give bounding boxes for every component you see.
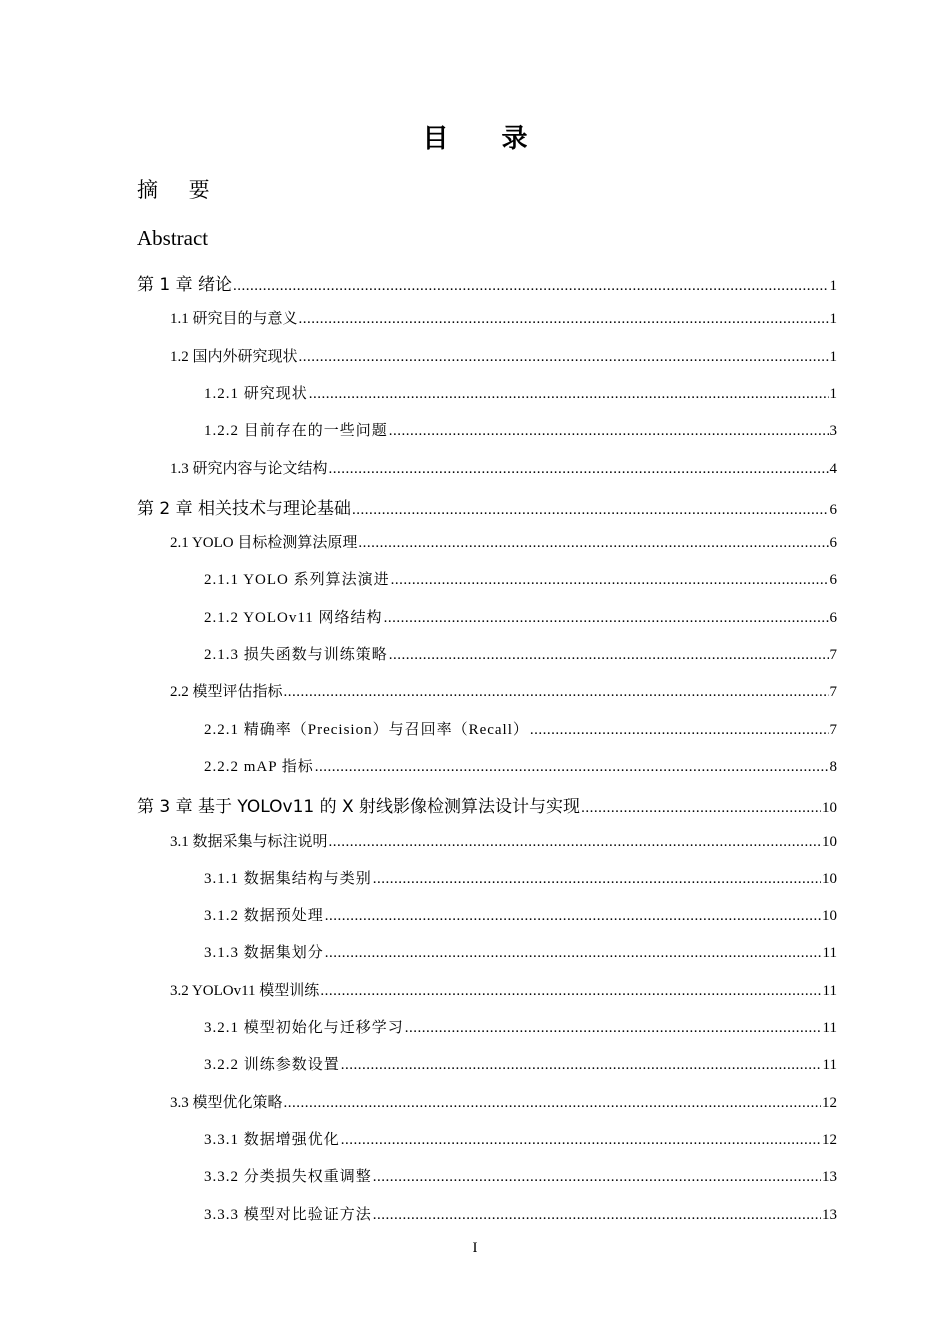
toc-dot-leader <box>284 684 829 701</box>
toc-entry-page: 12 <box>822 1095 837 1111</box>
toc-entry-title: 3.1.3 数据集划分 <box>204 945 324 961</box>
toc-entry-title: 1.2.2 目前存在的一些问题 <box>204 423 388 439</box>
toc-entry-title: 3.3 模型优化策略 <box>170 1095 283 1111</box>
toc-dot-leader <box>329 461 829 478</box>
toc-entry-title: 3.3.2 分类损失权重调整 <box>204 1169 372 1185</box>
toc-dot-leader <box>299 311 829 328</box>
toc-entry-title: 2.1.3 损失函数与训练策略 <box>204 647 388 663</box>
toc-entry-title: 1.1 研究目的与意义 <box>170 311 298 327</box>
toc-entry-page: 4 <box>829 461 837 477</box>
toc-entry-page: 1 <box>829 349 837 365</box>
toc-dot-leader <box>309 386 829 403</box>
toc-entry-level-2[interactable] <box>170 680 837 701</box>
toc-entry-level-3[interactable] <box>204 1203 837 1224</box>
toc-entry-title: 2.2 模型评估指标 <box>170 684 283 700</box>
toc-entry-page: 10 <box>822 834 837 850</box>
toc-entry-title: 第 2 章 相关技术与理论基础 <box>137 499 352 519</box>
toc-entry-page: 13 <box>822 1169 837 1185</box>
toc-dot-leader <box>325 908 821 925</box>
toc-dot-leader <box>358 535 828 552</box>
toc-entry-page: 11 <box>822 1020 837 1036</box>
toc-entry-level-3[interactable] <box>204 755 837 776</box>
toc-dot-leader <box>341 1057 822 1074</box>
toc-entry-title: 3.2.1 模型初始化与迁移学习 <box>204 1020 404 1036</box>
toc-entry-title: 2.2.2 mAP 指标 <box>204 759 314 775</box>
toc-entry-level-1[interactable] <box>137 270 837 295</box>
page-number: I <box>472 1240 478 1256</box>
toc-entry-title: 3.1.1 数据集结构与类别 <box>204 871 372 887</box>
toc-entry-title: 第 1 章 绪论 <box>137 275 233 295</box>
toc-entry-level-2[interactable] <box>170 531 837 552</box>
toc-entry-title: 2.1.1 YOLO 系列算法演进 <box>204 572 390 588</box>
toc-entry-title: 2.1.2 YOLOv11 网络结构 <box>204 610 383 626</box>
toc-dot-leader <box>299 349 829 366</box>
toc-dot-leader <box>352 502 828 519</box>
toc-entry-level-2[interactable] <box>170 457 837 478</box>
toc-entry-level-2[interactable] <box>170 307 837 328</box>
toc-entry-page: 11 <box>822 1057 837 1073</box>
toc-title: 目 录 <box>422 124 550 154</box>
toc-dot-leader <box>329 834 821 851</box>
toc-entry-title: 2.1 YOLO 目标检测算法原理 <box>170 535 358 551</box>
toc-entry-level-3[interactable] <box>204 1016 837 1037</box>
toc-entry-page: 11 <box>822 983 837 999</box>
toc-entry-page: 1 <box>829 278 837 294</box>
toc-entry-page: 1 <box>829 386 837 402</box>
toc-entry-level-3[interactable] <box>204 643 837 664</box>
toc-dot-leader <box>389 647 829 664</box>
toc-dot-leader <box>405 1020 822 1037</box>
toc-entry-page: 7 <box>829 722 837 738</box>
toc-entry-page: 12 <box>822 1132 837 1148</box>
toc-entry-page: 7 <box>829 684 837 700</box>
toc-entry-level-1[interactable] <box>137 494 837 519</box>
toc-entry-level-3[interactable] <box>204 718 837 739</box>
toc-entry-title: 1.2.1 研究现状 <box>204 386 308 402</box>
toc-entry-level-2[interactable] <box>170 1091 837 1112</box>
toc-entry-page: 10 <box>822 908 837 924</box>
toc-entry-level-3[interactable] <box>204 941 837 962</box>
toc-dot-leader <box>581 800 821 817</box>
toc-dot-leader <box>391 572 829 589</box>
toc-dot-leader <box>320 983 821 1000</box>
toc-dot-leader <box>384 610 829 627</box>
toc-dot-leader <box>315 759 829 776</box>
toc-entry-level-2[interactable] <box>170 979 837 1000</box>
toc-dot-leader <box>341 1132 821 1149</box>
toc-entry-page: 6 <box>829 572 837 588</box>
toc-dot-leader <box>233 278 828 295</box>
toc-entry-level-3[interactable] <box>204 419 837 440</box>
toc-entry-title: 3.1 数据采集与标注说明 <box>170 834 328 850</box>
toc-entry-title: 2.2.1 精确率（Precision）与召回率（Recall） <box>204 722 529 738</box>
toc-entry-page: 6 <box>829 502 837 518</box>
toc-dot-leader <box>530 722 829 739</box>
toc-entry-level-2[interactable] <box>170 830 837 851</box>
toc-entry-level-3[interactable] <box>204 382 837 403</box>
toc-entry-page: 1 <box>829 311 837 327</box>
toc-entry-page: 6 <box>829 610 837 626</box>
toc-entry-title: 3.2 YOLOv11 模型训练 <box>170 983 320 999</box>
abstract-en-heading: Abstract <box>137 226 209 250</box>
toc-entry-level-1[interactable] <box>137 792 837 817</box>
toc-entry-page: 8 <box>829 759 837 775</box>
toc-entry-title: 3.1.2 数据预处理 <box>204 908 324 924</box>
toc-entry-page: 7 <box>829 647 837 663</box>
toc-entry-level-3[interactable] <box>204 568 837 589</box>
toc-entry-page: 6 <box>829 535 837 551</box>
toc-entry-title: 1.3 研究内容与论文结构 <box>170 461 328 477</box>
toc-entry-title: 1.2 国内外研究现状 <box>170 349 298 365</box>
toc-entry-page: 3 <box>829 423 837 439</box>
toc-entry-level-2[interactable] <box>170 345 837 366</box>
toc-entry-title: 3.2.2 训练参数设置 <box>204 1057 340 1073</box>
toc-entry-page: 11 <box>822 945 837 961</box>
toc-dot-leader <box>373 1207 821 1224</box>
toc-entry-page: 13 <box>822 1207 837 1223</box>
toc-dot-leader <box>284 1095 821 1112</box>
toc-dot-leader <box>389 423 829 440</box>
toc-entry-page: 10 <box>822 871 837 887</box>
toc-entry-level-3[interactable] <box>204 904 837 925</box>
toc-entry-page: 10 <box>822 800 837 816</box>
toc-entry-title: 3.3.3 模型对比验证方法 <box>204 1207 372 1223</box>
toc-dot-leader <box>373 1169 821 1186</box>
toc-dot-leader <box>325 945 822 962</box>
toc-dot-leader <box>373 871 821 888</box>
toc-entry-title: 3.3.1 数据增强优化 <box>204 1132 340 1148</box>
toc-entry-level-3[interactable] <box>204 1053 837 1074</box>
toc-entry-title: 第 3 章 基于 YOLOv11 的 X 射线影像检测算法设计与实现 <box>137 797 581 817</box>
abstract-cn-heading: 摘 要 <box>137 178 222 202</box>
toc-entry-level-3[interactable] <box>204 1128 837 1149</box>
toc-entry-level-3[interactable] <box>204 867 837 888</box>
toc-entry-level-3[interactable] <box>204 606 837 627</box>
toc-entry-level-3[interactable] <box>204 1165 837 1186</box>
